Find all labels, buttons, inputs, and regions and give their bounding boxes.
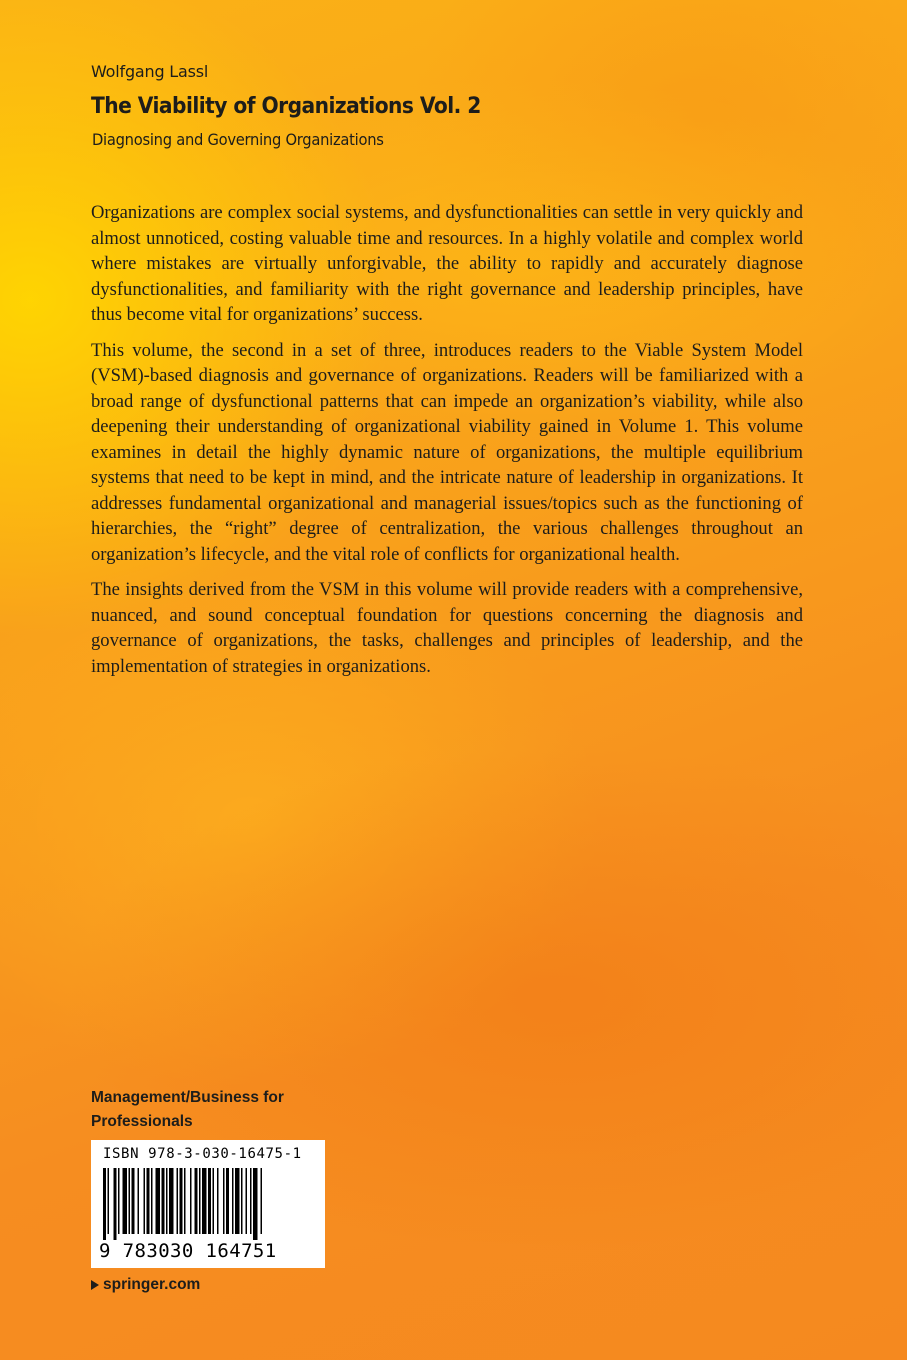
barcode-bar	[190, 1168, 192, 1234]
barcode-bar	[253, 1168, 258, 1240]
description-body	[91, 200, 803, 689]
barcode-bar	[184, 1168, 186, 1234]
book-subtitle: Diagnosing and Governing Organizations	[92, 130, 384, 149]
barcode-bar	[103, 1168, 106, 1240]
barcode-bar	[151, 1168, 153, 1234]
barcode-bar	[250, 1168, 252, 1234]
barcode-bar	[226, 1168, 229, 1234]
subject-category: Management/Business for Professionals	[91, 1089, 284, 1130]
barcode-bar	[261, 1168, 263, 1234]
author-name: Wolfgang Lassl	[91, 62, 209, 81]
barcode-icon	[101, 1168, 315, 1240]
description-paragraph-3: The insights derived from the VSM in this volume will provide readers with a comprehensive, nuanced, and sound conceptual foundation for questions concerning the diagnosis and governance of organizations, the tasks, challenges and principles of leadership, and the implementation of strategies in organizations.	[91, 579, 803, 677]
barcode-bar	[114, 1168, 117, 1240]
barcode-bar	[180, 1168, 183, 1234]
barcode-bar	[166, 1168, 168, 1234]
barcode-box	[91, 1140, 325, 1268]
barcode-bar	[118, 1168, 120, 1234]
barcode-bar	[156, 1168, 161, 1234]
barcode-bar	[232, 1168, 234, 1234]
barcode-bar	[199, 1168, 201, 1234]
barcode-bar	[213, 1168, 215, 1234]
website-label: springer.com	[103, 1276, 201, 1293]
barcode-bar	[138, 1168, 140, 1234]
barcode-bar	[123, 1168, 128, 1234]
barcode-bar	[246, 1168, 248, 1234]
book-title: The Viability of Organizations Vol. 2	[91, 94, 481, 119]
barcode-digits: 9 783030 164751	[99, 1240, 277, 1262]
description-paragraph-1: Organizations are complex social systems, and dysfunctionalities can settle in very quickly and almost unnoticed, costing valuable time and resources. In a highly volatile and complex world where mistakes are virtually unforgivable, the ability to rapidly and accurately diagnose dysfunctionalities, and familiarity with the right governance and leadership principles, have thus become vital for organizations’ success.	[91, 202, 803, 325]
barcode-bar	[217, 1168, 219, 1234]
barcode-bar	[169, 1168, 174, 1234]
barcode-bar	[108, 1168, 110, 1234]
barcode-bar	[208, 1168, 211, 1234]
barcode-bar	[195, 1168, 198, 1234]
barcode-bar	[235, 1168, 240, 1234]
barcode-bar	[223, 1168, 225, 1234]
barcode-bar	[202, 1168, 207, 1234]
barcode-bar	[132, 1168, 135, 1234]
publisher-website	[91, 1276, 200, 1294]
barcode-bar	[241, 1168, 243, 1234]
description-paragraph-2: This volume, the second in a set of three, introduces readers to the Viable System Model (VSM)-based diagnosis and governance of organizations. Readers will be familiarized with a broad range of dysfunctional patterns that can impede an organization’s viability, while also deepening their understanding of organizational viability gained in Volume 1. This volume examines in detail the highly dynamic nature of organizations, the multiple equilibrium systems that need to be kept in mind, and the intricate nature of leadership in organizations. It addresses fundamental organizational and managerial issues/topics such as the functioning of hierarchies, the “right” degree of centralization, the various challenges throughout an organization’s lifecycle, and the vital role of conflicts for organizational health.	[91, 339, 803, 565]
triangle-right-icon	[91, 1280, 99, 1290]
barcode-bar	[177, 1168, 179, 1234]
barcode-bar	[129, 1168, 131, 1234]
barcode-bar	[144, 1168, 146, 1234]
barcode-bar	[147, 1168, 150, 1234]
isbn-label: ISBN 978-3-030-16475-1	[103, 1146, 302, 1162]
barcode-bar	[162, 1168, 165, 1234]
